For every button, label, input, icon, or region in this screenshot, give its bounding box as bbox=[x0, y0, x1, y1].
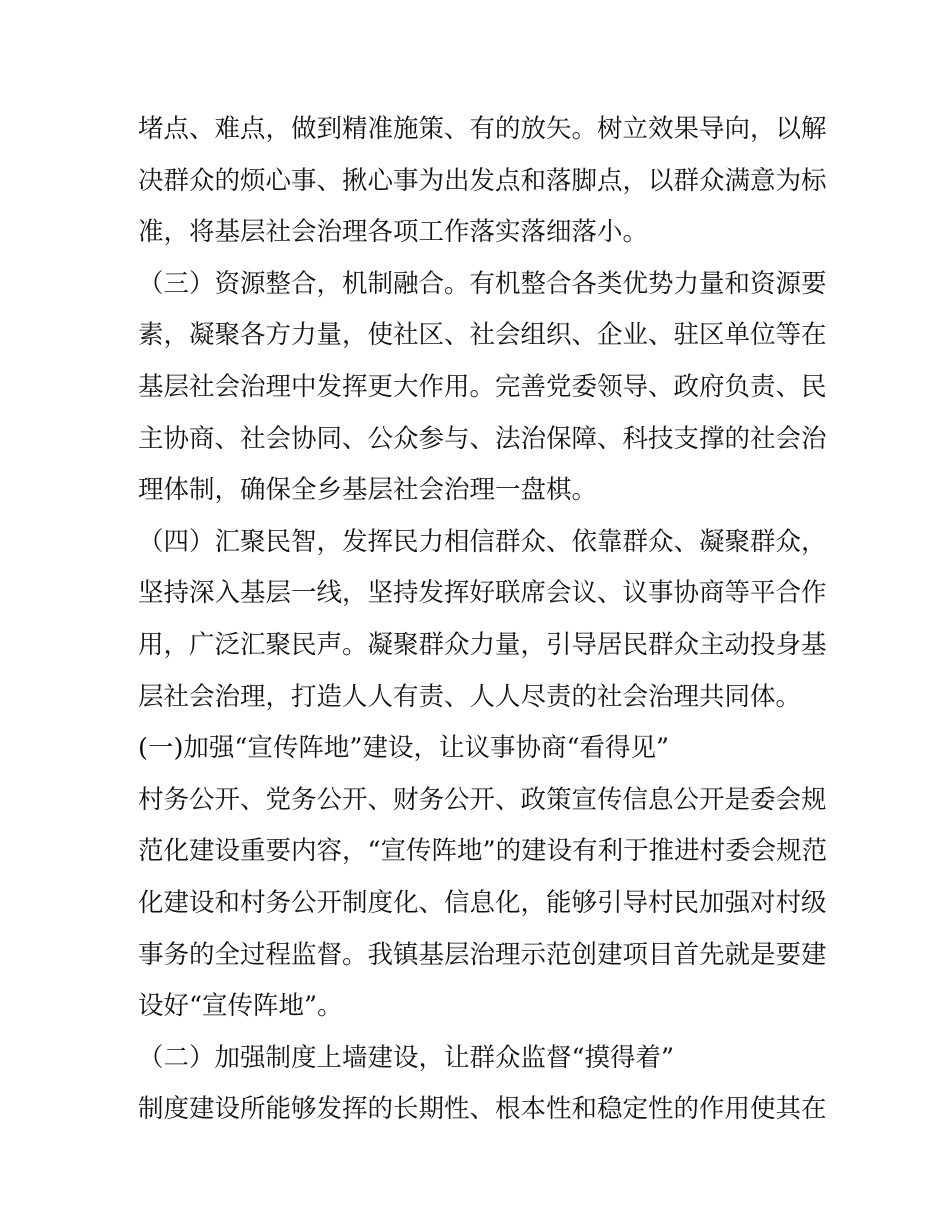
subsection-heading: （二）加强制度上墙建设，让群众监督“摸得着” bbox=[138, 1042, 675, 1073]
document-body bbox=[138, 104, 828, 1136]
text-line: 基层社会治理中发挥更大作用。完善党委领导、政府负责、民 bbox=[138, 371, 827, 402]
text-line: 堵点、难点，做到精准施策、有的放矢。树立效果导向，以解 bbox=[138, 114, 827, 144]
text-line: 坚持深入基层一线，坚持发挥好联席会议、议事协商等平合作 bbox=[138, 578, 827, 609]
text-line: 理体制，确保全乡基层社会治理一盘棋。 bbox=[138, 475, 598, 506]
text-line: 准，将基层社会治理各项工作落实落细落小。 bbox=[138, 217, 649, 248]
text-line: 村务公开、党务公开、财务公开、政策宣传信息公开是委会规 bbox=[138, 784, 827, 815]
section-heading-line: （四）汇聚民智，发挥民力相信群众、依靠群众、凝聚群众， bbox=[138, 526, 827, 557]
text-line: 化建设和村务公开制度化、信息化，能够引导村民加强对村级 bbox=[138, 887, 827, 918]
text-line: 素，凝聚各方力量，使社区、社会组织、企业、驻区单位等在 bbox=[138, 320, 827, 351]
text-line: 事务的全过程监督。我镇基层治理示范创建项目首先就是要建 bbox=[138, 939, 827, 970]
section-heading-line: （三）资源整合，机制融合。有机整合各类优势力量和资源要 bbox=[138, 268, 827, 299]
text-line: 范化建设重要内容，“宣传阵地”的建设有利于推进村委会规范 bbox=[138, 836, 828, 867]
text-line: 决群众的烦心事、揪心事为出发点和落脚点，以群众满意为标 bbox=[138, 165, 827, 196]
text-line: 层社会治理，打造人人有责、人人尽责的社会治理共同体。 bbox=[138, 681, 802, 712]
text-line: 用，广泛汇聚民声。凝聚群众力量，引导居民群众主动投身基 bbox=[138, 629, 827, 660]
subsection-heading: (一)加强“宣传阵地”建设，让议事协商“看得见” bbox=[138, 733, 670, 764]
text-line: 主协商、社会协同、公众参与、法治保障、科技支撑的社会治 bbox=[138, 423, 827, 454]
text-line: 制度建设所能够发挥的长期性、根本性和稳定性的作用使其在 bbox=[138, 1094, 827, 1125]
text-line: 设好“宣传阵地”。 bbox=[138, 991, 343, 1022]
